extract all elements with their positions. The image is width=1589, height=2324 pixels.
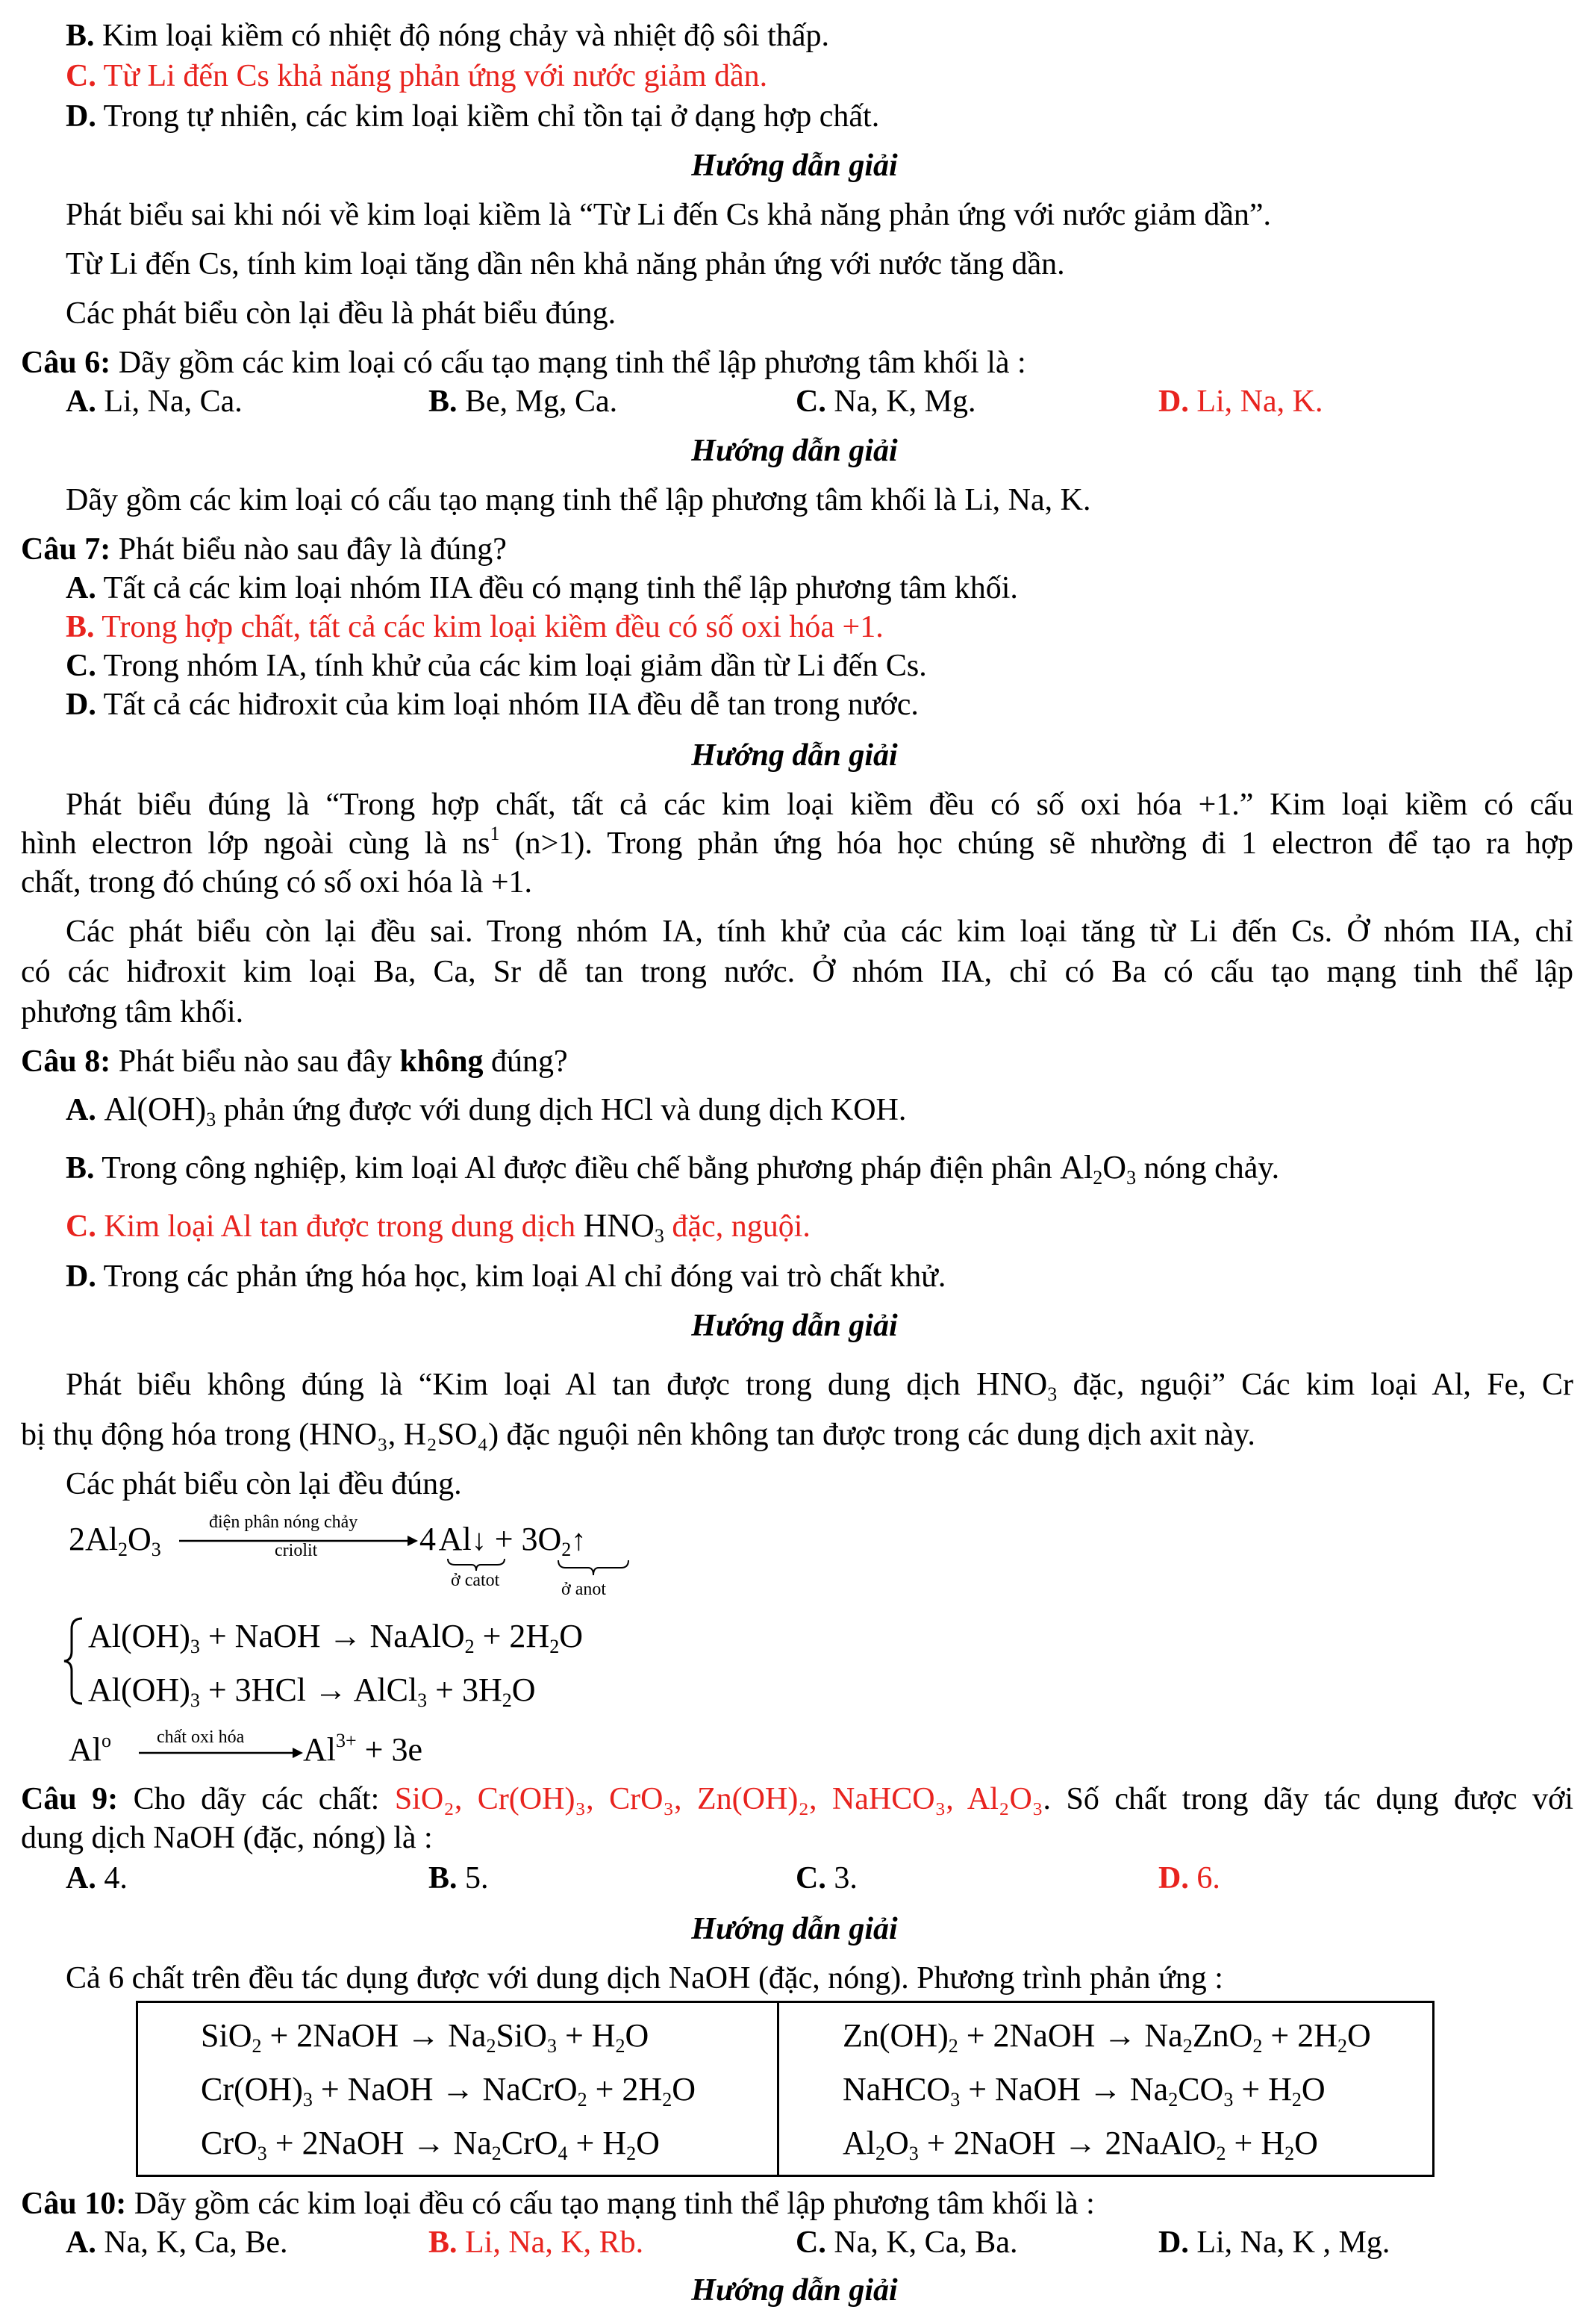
arrow-label-oxidant: chất oxi hóa bbox=[157, 1728, 245, 1747]
reaction-sio2: SiO$_2$ + 2NaOH → $Na_2SiO_3 + H_2O$ bbox=[201, 2017, 649, 2057]
left-brace-icon bbox=[63, 1617, 85, 1705]
q6-option-b: B. Be, Mg, Ca. bbox=[428, 384, 618, 419]
q7-solution-line: hình electron lớp ngoài cùng là $ns^1$ (n>1). Trong phản ứng hóa học chúng sẽ nhường đi 1 electron để tạo ra hợp bbox=[21, 823, 1573, 861]
guide-heading: Hướng dẫn giải bbox=[691, 738, 898, 773]
q7-option-b: B. Trong hợp chất, tất cả các kim loại kiềm đều có số oxi hóa +1. bbox=[66, 610, 884, 644]
equation-electrolysis-products: 4 Al↓ + $3O_2↑$ bbox=[419, 1521, 587, 1560]
q9-option-b: B. 5. bbox=[428, 1861, 489, 1895]
cathode-label: ở catot bbox=[451, 1571, 500, 1590]
equation-al-oxidation-reactant: Al$^o$ bbox=[69, 1730, 111, 1768]
q8-option-d: D. Trong các phản ứng hóa học, kim loại Al chỉ đóng vai trò chất khử. bbox=[66, 1259, 946, 1294]
q6-option-d: D. Li, Na, K. bbox=[1158, 384, 1323, 419]
q5-solution-line: Từ Li đến Cs, tính kim loại tăng dần nên khả năng phản ứng với nước tăng dần. bbox=[66, 247, 1065, 281]
q7-option-d: D. Tất cả các hiđroxit của kim loại nhóm IIA đều dễ tan trong nước. bbox=[66, 688, 919, 722]
q9-question: Câu 9: Cho dãy các chất: SiO₂, Cr(OH)₃, CrO₃, Zn(OH)₂, NaHCO₃, Al₂O₃. Số chất trong dãy tác dụng được với bbox=[21, 1782, 1573, 1816]
q5-option-b: B. Kim loại kiềm có nhiệt độ nóng chảy và nhiệt độ sôi thấp. bbox=[66, 19, 829, 53]
q8-option-a: A. $Al(OH)_3$ phản ứng được với dung dịch HCl và dung dịch KOH. bbox=[66, 1091, 907, 1130]
guide-heading: Hướng dẫn giải bbox=[691, 1912, 898, 1946]
q9-option-c: C. 3. bbox=[796, 1861, 858, 1895]
q7-solution-line: Các phát biểu còn lại đều sai. Trong nhóm IA, tính khử của các kim loại tăng từ Li đến Cs. Ở nhóm IIA, chỉ bbox=[66, 915, 1573, 949]
q10-option-d: D. Li, Na, K , Mg. bbox=[1158, 2225, 1390, 2260]
guide-heading: Hướng dẫn giải bbox=[691, 1309, 898, 1343]
reaction-arrow-icon bbox=[179, 1532, 418, 1550]
q5-option-c: C. Từ Li đến Cs khả năng phản ứng với nước giảm dần. bbox=[66, 59, 768, 93]
q10-question: Câu 10: Dãy gồm các kim loại đều có cấu tạo mạng tinh thể lập phương tâm khối là : bbox=[21, 2187, 1095, 2221]
reaction-table bbox=[136, 2001, 1435, 2177]
reaction-al2o3: $Al_2O_3$ + 2NaOH → 2NaAlO$_2$ + $H_2O$ bbox=[843, 2125, 1318, 2164]
q7-solution-line: phương tâm khối. bbox=[21, 995, 244, 1029]
q6-option-a: A. Li, Na, Ca. bbox=[66, 384, 243, 419]
equation-al-oxidation-products: $Al^{3+} + 3e$ bbox=[303, 1730, 423, 1768]
q7-solution-line: Phát biểu đúng là “Trong hợp chất, tất cả các kim loại kiềm đều có số oxi hóa +1.” Kim loại kiềm có cấu bbox=[66, 788, 1573, 822]
q6-option-c: C. Na, K, Mg. bbox=[796, 384, 976, 419]
q7-question: Câu 7: Phát biểu nào sau đây là đúng? bbox=[21, 532, 507, 567]
arrow-label-bottom: criolit bbox=[275, 1541, 318, 1560]
q6-question: Câu 6: Dãy gồm các kim loại có cấu tạo mạng tinh thể lập phương tâm khối là : bbox=[21, 346, 1026, 380]
q5-solution-line: Các phát biểu còn lại đều là phát biểu đúng. bbox=[66, 296, 616, 331]
q9-solution: Cả 6 chất trên đều tác dụng được với dung dịch NaOH (đặc, nóng). Phương trình phản ứng : bbox=[66, 1961, 1223, 1996]
equation-aloh3-naoh: $Al(OH)_3$ + NaOH → NaAlO$_2$ + $2H_2O$ bbox=[88, 1618, 583, 1657]
q6-solution: Dãy gồm các kim loại có cấu tạo mạng tinh thể lập phương tâm khối là Li, Na, K. bbox=[66, 483, 1091, 517]
q10-option-a: A. Na, K, Ca, Be. bbox=[66, 2225, 288, 2260]
q8-question: Câu 8: Phát biểu nào sau đây không đúng? bbox=[21, 1044, 568, 1079]
q8-solution-line: Phát biểu không đúng là “Kim loại Al tan được trong dung dịch $HNO_3$ đặc, nguội” Các kim loại Al, Fe, Cr bbox=[66, 1365, 1574, 1405]
q5-solution-line: Phát biểu sai khi nói về kim loại kiềm là “Từ Li đến Cs khả năng phản ứng với nước giảm dần”. bbox=[66, 198, 1272, 232]
anode-label: ở anot bbox=[561, 1580, 607, 1599]
q5-option-d: D. Trong tự nhiên, các kim loại kiềm chỉ tồn tại ở dạng hợp chất. bbox=[66, 99, 880, 134]
q10-option-c: C. Na, K, Ca, Ba. bbox=[796, 2225, 1018, 2260]
q8-solution-line: Các phát biểu còn lại đều đúng. bbox=[66, 1467, 462, 1501]
reaction-cro3: CrO$_3$ + 2NaOH → $Na_2CrO_4 + H_2O$ bbox=[201, 2125, 660, 2164]
guide-heading: Hướng dẫn giải bbox=[691, 434, 898, 468]
q7-solution-line: có các hiđroxit kim loại Ba, Ca, Sr dễ tan trong nước. Ở nhóm IIA, chỉ có Ba có cấu tạo mạng tinh thể lập bbox=[21, 955, 1573, 989]
q9-option-d: D. 6. bbox=[1158, 1861, 1220, 1895]
q9-question-cont: dung dịch NaOH (đặc, nóng) là : bbox=[21, 1821, 433, 1855]
guide-heading: Hướng dẫn giải bbox=[691, 149, 898, 183]
q7-solution-line: chất, trong đó chúng có số oxi hóa là +1. bbox=[21, 865, 533, 900]
arrow-label-top: điện phân nóng chảy bbox=[209, 1513, 358, 1532]
equation-aloh3-hcl: $Al(OH)_3 + 3HCl$ → AlCl$_3$ + $3H_2O$ bbox=[88, 1672, 536, 1711]
underbrace-icon bbox=[446, 1557, 506, 1572]
q9-option-a: A. 4. bbox=[66, 1861, 128, 1895]
underbrace-icon bbox=[557, 1559, 630, 1578]
reaction-znoh2: $Zn(OH)_2$ + 2NaOH → $Na_2ZnO_2 + 2H_2O$ bbox=[843, 2017, 1371, 2057]
reaction-nahco3: NaHCO$_3$ + NaOH → $Na_2CO_3 + H_2O$ bbox=[843, 2071, 1326, 2110]
q8-option-b: B. Trong công nghiệp, kim loại Al được điều chế bằng phương pháp điện phân $Al_2O_3$ nóng chảy. bbox=[66, 1149, 1280, 1189]
reaction-arrow-icon bbox=[139, 1744, 303, 1762]
equation-electrolysis-reactant: $2Al_2O_3$ bbox=[69, 1521, 161, 1560]
q8-solution-line: bị thụ động hóa trong (HNO₃, H₂SO₄) đặc nguội nên không tan được trong các dung dịch axit này. bbox=[21, 1418, 1255, 1452]
q8-option-c: C. Kim loại Al tan được trong dung dịch $HNO_3$ đặc, nguội. bbox=[66, 1207, 811, 1247]
reaction-croh3: $Cr(OH)_3$ + NaOH → NaCrO$_2$ + $2H_2O$ bbox=[201, 2071, 696, 2110]
q10-option-b: B. Li, Na, K, Rb. bbox=[428, 2225, 644, 2260]
q7-option-c: C. Trong nhóm IA, tính khử của các kim loại giảm dần từ Li đến Cs. bbox=[66, 649, 927, 683]
guide-heading: Hướng dẫn giải bbox=[691, 2273, 898, 2308]
q7-option-a: A. Tất cả các kim loại nhóm IIA đều có mạng tinh thể lập phương tâm khối. bbox=[66, 571, 1018, 605]
